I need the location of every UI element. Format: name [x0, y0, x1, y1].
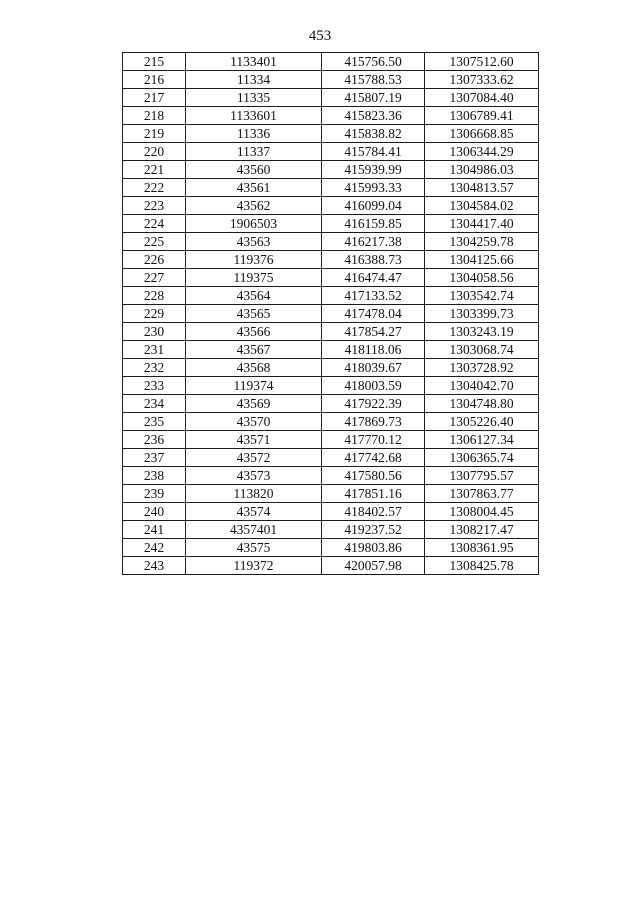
x-coordinate-cell: 417133.52 [322, 287, 425, 305]
point-id-cell: 43568 [186, 359, 322, 377]
table-row [123, 539, 539, 557]
point-id-cell: 43565 [186, 305, 322, 323]
point-id-cell: 119375 [186, 269, 322, 287]
x-coordinate-cell: 415788.53 [322, 71, 425, 89]
point-id-cell: 43560 [186, 161, 322, 179]
row-number-cell: 235 [123, 413, 186, 431]
row-number-cell: 238 [123, 467, 186, 485]
table-row [123, 323, 539, 341]
point-id-cell: 43569 [186, 395, 322, 413]
point-id-cell: 1906503 [186, 215, 322, 233]
y-coordinate-cell: 1303399.73 [425, 305, 539, 323]
y-coordinate-cell: 1303542.74 [425, 287, 539, 305]
y-coordinate-cell: 1308361.95 [425, 539, 539, 557]
y-coordinate-cell: 1308425.78 [425, 557, 539, 575]
table-row [123, 431, 539, 449]
row-number-cell: 236 [123, 431, 186, 449]
y-coordinate-cell: 1306365.74 [425, 449, 539, 467]
point-id-cell: 43563 [186, 233, 322, 251]
y-coordinate-cell: 1307863.77 [425, 485, 539, 503]
y-coordinate-cell: 1304748.80 [425, 395, 539, 413]
row-number-cell: 225 [123, 233, 186, 251]
y-coordinate-cell: 1307512.60 [425, 53, 539, 71]
y-coordinate-cell: 1304584.02 [425, 197, 539, 215]
point-id-cell: 43571 [186, 431, 322, 449]
point-id-cell: 43572 [186, 449, 322, 467]
row-number-cell: 226 [123, 251, 186, 269]
point-id-cell: 119376 [186, 251, 322, 269]
row-number-cell: 215 [123, 53, 186, 71]
y-coordinate-cell: 1303243.19 [425, 323, 539, 341]
point-id-cell: 43564 [186, 287, 322, 305]
table-row [123, 557, 539, 575]
y-coordinate-cell: 1306789.41 [425, 107, 539, 125]
y-coordinate-cell: 1306127.34 [425, 431, 539, 449]
row-number-cell: 220 [123, 143, 186, 161]
row-number-cell: 223 [123, 197, 186, 215]
x-coordinate-cell: 419803.86 [322, 539, 425, 557]
point-id-cell: 119374 [186, 377, 322, 395]
table-row [123, 71, 539, 89]
x-coordinate-cell: 416099.04 [322, 197, 425, 215]
row-number-cell: 234 [123, 395, 186, 413]
row-number-cell: 231 [123, 341, 186, 359]
table-row [123, 521, 539, 539]
row-number-cell: 221 [123, 161, 186, 179]
point-id-cell: 43566 [186, 323, 322, 341]
table-row [123, 305, 539, 323]
y-coordinate-cell: 1306344.29 [425, 143, 539, 161]
x-coordinate-cell: 415807.19 [322, 89, 425, 107]
point-id-cell: 113820 [186, 485, 322, 503]
table-body [123, 53, 539, 575]
point-id-cell: 1133401 [186, 53, 322, 71]
row-number-cell: 230 [123, 323, 186, 341]
row-number-cell: 216 [123, 71, 186, 89]
y-coordinate-cell: 1305226.40 [425, 413, 539, 431]
point-id-cell: 11337 [186, 143, 322, 161]
point-id-cell: 11336 [186, 125, 322, 143]
x-coordinate-cell: 417854.27 [322, 323, 425, 341]
point-id-cell: 43575 [186, 539, 322, 557]
table-row [123, 449, 539, 467]
table-row [123, 161, 539, 179]
table-row [123, 179, 539, 197]
table-row [123, 395, 539, 413]
y-coordinate-cell: 1307333.62 [425, 71, 539, 89]
row-number-cell: 227 [123, 269, 186, 287]
x-coordinate-cell: 417580.56 [322, 467, 425, 485]
x-coordinate-cell: 416159.85 [322, 215, 425, 233]
y-coordinate-cell: 1308004.45 [425, 503, 539, 521]
y-coordinate-cell: 1304813.57 [425, 179, 539, 197]
row-number-cell: 219 [123, 125, 186, 143]
point-id-cell: 43574 [186, 503, 322, 521]
row-number-cell: 237 [123, 449, 186, 467]
y-coordinate-cell: 1304042.70 [425, 377, 539, 395]
y-coordinate-cell: 1304259.78 [425, 233, 539, 251]
table-row [123, 197, 539, 215]
y-coordinate-cell: 1306668.85 [425, 125, 539, 143]
y-coordinate-cell: 1308217.47 [425, 521, 539, 539]
table-row [123, 269, 539, 287]
y-coordinate-cell: 1307084.40 [425, 89, 539, 107]
row-number-cell: 232 [123, 359, 186, 377]
y-coordinate-cell: 1307795.57 [425, 467, 539, 485]
table-row [123, 125, 539, 143]
x-coordinate-cell: 418402.57 [322, 503, 425, 521]
x-coordinate-cell: 417478.04 [322, 305, 425, 323]
x-coordinate-cell: 415784.41 [322, 143, 425, 161]
point-id-cell: 1133601 [186, 107, 322, 125]
x-coordinate-cell: 417770.12 [322, 431, 425, 449]
point-id-cell: 43567 [186, 341, 322, 359]
y-coordinate-cell: 1304417.40 [425, 215, 539, 233]
coordinates-table [122, 52, 539, 575]
x-coordinate-cell: 419237.52 [322, 521, 425, 539]
table-row [123, 467, 539, 485]
table-row [123, 341, 539, 359]
x-coordinate-cell: 418118.06 [322, 341, 425, 359]
point-id-cell: 4357401 [186, 521, 322, 539]
row-number-cell: 233 [123, 377, 186, 395]
row-number-cell: 228 [123, 287, 186, 305]
table-row [123, 287, 539, 305]
x-coordinate-cell: 417851.16 [322, 485, 425, 503]
table-row [123, 215, 539, 233]
x-coordinate-cell: 415756.50 [322, 53, 425, 71]
y-coordinate-cell: 1303068.74 [425, 341, 539, 359]
page-number: 453 [308, 28, 332, 44]
table-row [123, 359, 539, 377]
x-coordinate-cell: 418039.67 [322, 359, 425, 377]
table-row [123, 107, 539, 125]
x-coordinate-cell: 416388.73 [322, 251, 425, 269]
table-row [123, 485, 539, 503]
x-coordinate-cell: 416217.38 [322, 233, 425, 251]
point-id-cell: 43570 [186, 413, 322, 431]
y-coordinate-cell: 1304986.03 [425, 161, 539, 179]
point-id-cell: 43573 [186, 467, 322, 485]
table-row [123, 377, 539, 395]
y-coordinate-cell: 1304125.66 [425, 251, 539, 269]
y-coordinate-cell: 1304058.56 [425, 269, 539, 287]
row-number-cell: 224 [123, 215, 186, 233]
x-coordinate-cell: 420057.98 [322, 557, 425, 575]
row-number-cell: 243 [123, 557, 186, 575]
row-number-cell: 218 [123, 107, 186, 125]
point-id-cell: 43562 [186, 197, 322, 215]
x-coordinate-cell: 415993.33 [322, 179, 425, 197]
row-number-cell: 229 [123, 305, 186, 323]
x-coordinate-cell: 415823.36 [322, 107, 425, 125]
table-row [123, 143, 539, 161]
x-coordinate-cell: 415838.82 [322, 125, 425, 143]
row-number-cell: 242 [123, 539, 186, 557]
row-number-cell: 222 [123, 179, 186, 197]
x-coordinate-cell: 417922.39 [322, 395, 425, 413]
x-coordinate-cell: 418003.59 [322, 377, 425, 395]
table-row [123, 413, 539, 431]
table-row [123, 89, 539, 107]
x-coordinate-cell: 417742.68 [322, 449, 425, 467]
row-number-cell: 217 [123, 89, 186, 107]
table-row [123, 251, 539, 269]
row-number-cell: 240 [123, 503, 186, 521]
table-row [123, 503, 539, 521]
x-coordinate-cell: 415939.99 [322, 161, 425, 179]
table-row [123, 53, 539, 71]
y-coordinate-cell: 1303728.92 [425, 359, 539, 377]
x-coordinate-cell: 417869.73 [322, 413, 425, 431]
x-coordinate-cell: 416474.47 [322, 269, 425, 287]
row-number-cell: 239 [123, 485, 186, 503]
table-row [123, 233, 539, 251]
point-id-cell: 119372 [186, 557, 322, 575]
row-number-cell: 241 [123, 521, 186, 539]
point-id-cell: 43561 [186, 179, 322, 197]
point-id-cell: 11335 [186, 89, 322, 107]
point-id-cell: 11334 [186, 71, 322, 89]
